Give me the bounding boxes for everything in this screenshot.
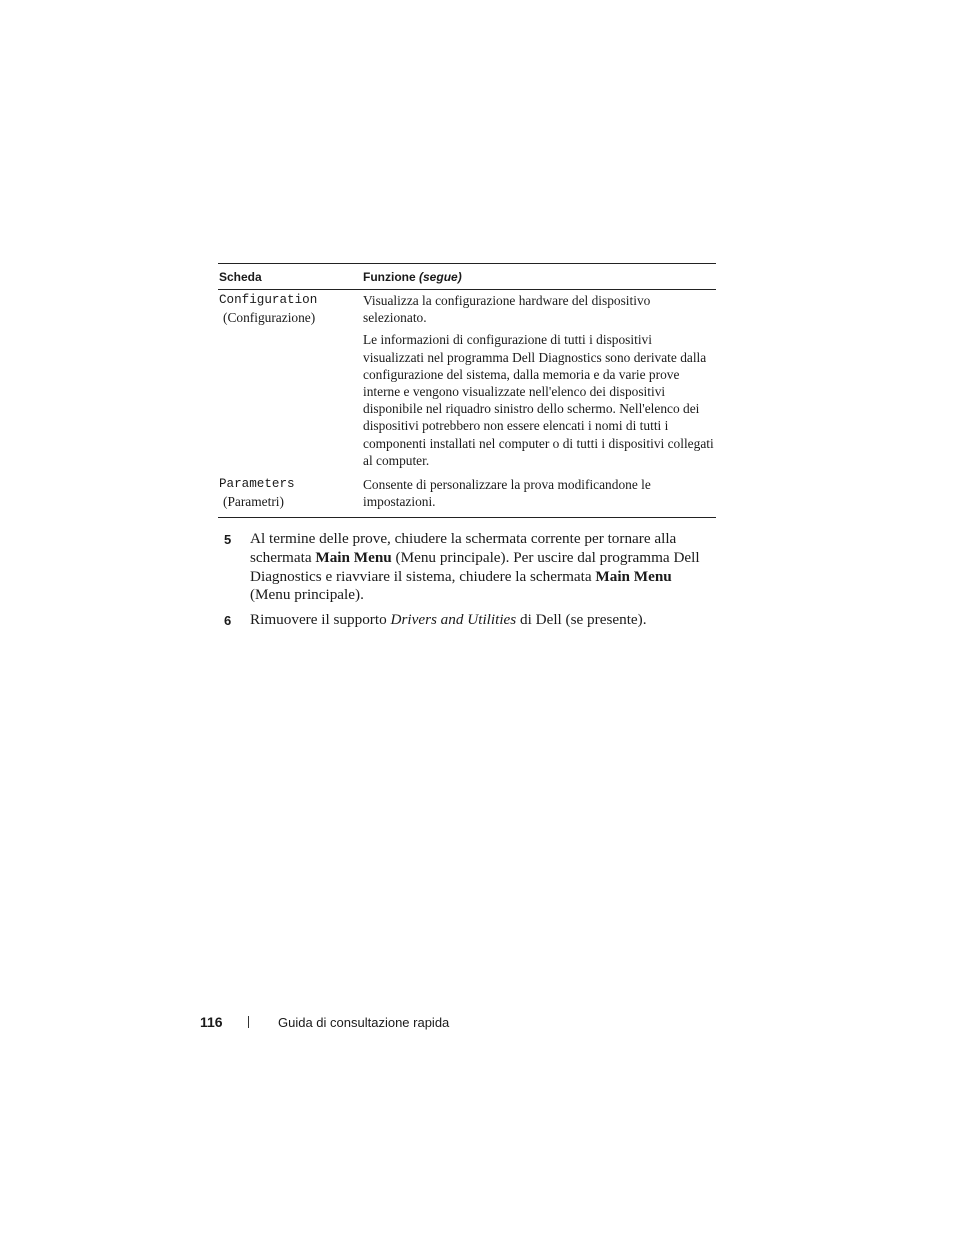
step-text <box>250 611 716 631</box>
description-paragraph: Visualizza la configurazione hardware del dispositivo selezionato. <box>363 293 651 326</box>
footer-divider <box>248 1016 249 1028</box>
step-text-part: (Menu principale). <box>250 586 364 604</box>
table-header <box>218 264 716 290</box>
header-funzione <box>363 270 716 284</box>
step-text-part: Rimuovere il supporto <box>250 611 391 629</box>
main-menu-term: Main Menu <box>315 548 392 566</box>
description-paragraph: Le informazioni di configurazione di tutti i dispositivi visualizzati nel programma Dell Diagnostics sono derivate dalla configurazione del sistema, dalla memoria e da varie prove interne e vengono visualizzate nell'elenco dei dispositivi disponibile nel riquadro sinistro dello schermo. Nell'elenco dei dispositivi potrebbero non essere elencati i nomi di tutti i componenti installati nel computer o di tutti i dispositivi collegati al computer. <box>363 332 714 468</box>
step-5 <box>224 530 724 605</box>
main-menu-term: Main Menu <box>595 567 672 585</box>
header-scheda: Scheda <box>219 269 262 284</box>
page-footer <box>200 1014 449 1030</box>
row-description <box>363 476 716 510</box>
function-table <box>218 263 716 518</box>
step-number: 6 <box>224 613 232 629</box>
row-code: Parameters <box>219 477 295 492</box>
step-number: 5 <box>224 532 232 547</box>
step-text <box>250 530 716 605</box>
page-number: 116 <box>200 1014 223 1030</box>
step-text-part: di Dell (se presente). <box>516 611 647 629</box>
table-row-parameters <box>218 469 716 517</box>
row-description <box>363 292 716 469</box>
header-segue: (segue) <box>419 269 462 284</box>
row-sub: (Configurazione) <box>223 310 316 326</box>
footer-title: Guida di consultazione rapida <box>278 1014 450 1030</box>
row-label <box>218 292 363 469</box>
row-label <box>218 476 363 510</box>
step-text-part: (Menu principale). Per uscire dal programma Dell Diagnostics e riavviare il sistema, chiudere la schermata <box>250 548 700 585</box>
row-code: Configuration <box>219 293 318 307</box>
header-funzione-label: Funzione <box>363 269 416 284</box>
table-row-configuration <box>218 290 716 469</box>
row-sub: (Parametri) <box>223 494 284 510</box>
steps-list <box>224 530 724 631</box>
step-text-part: Al termine delle prove, chiudere la schermata corrente per tornare alla schermata <box>250 530 677 566</box>
media-name: Drivers and Utilities <box>390 611 517 629</box>
description-paragraph: Consente di personalizzare la prova modificandone le impostazioni. <box>363 477 651 510</box>
step-6 <box>224 611 724 631</box>
